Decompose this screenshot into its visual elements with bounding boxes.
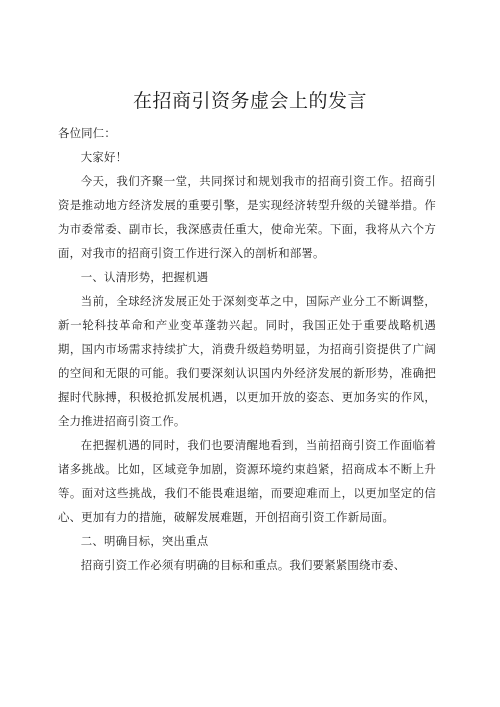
- salutation: 各位同仁：: [58, 126, 116, 140]
- section-heading-2: 二、明确目标，突出重点: [80, 534, 209, 548]
- paragraph-intro: 今天，我们齐聚一堂，共同探讨和规划我市的招商引资工作。招商引资是推动地方经济发展的重要引擎，是实现经济转型升级的关键举措。作为市委常委、副市长，我深感责任重大，使命光荣。下面，我将从六个方面，对我市的招商引资工作进行深入的剖析和部署。: [58, 174, 436, 260]
- paragraph-section-2-a: 招商引资工作必须有明确的目标和重点。我们要紧紧围绕市委、: [80, 558, 406, 572]
- paragraph-section-1-b: 在把握机遇的同时，我们也要清醒地看到，当前招商引资工作面临着诸多挑战。比如，区域竞争加剧，资源环境约束趋紧，招商成本不断上升等。面对这些挑战，我们不能畏难退缩，而要迎难而上，以更加坚定的信心、更加有力的措施，破解发展难题，开创招商引资工作新局面。: [58, 438, 436, 524]
- document-body: [58, 121, 436, 577]
- document-title: 在招商引资务虚会上的发言: [132, 90, 367, 112]
- section-heading-1: 一、认清形势，把握机遇: [80, 270, 209, 284]
- greeting: 大家好！: [80, 150, 128, 164]
- paragraph-section-1-a: 当前，全球经济发展正处于深刻变革之中，国际产业分工不断调整，新一轮科技革命和产业变革蓬勃兴起。同时，我国正处于重要战略机遇期，国内市场需求持续扩大，消费升级趋势明显，为招商引资提供了广阔的空间和无限的可能。我们要深刻认识国内外经济发展的新形势，准确把握时代脉搏，积极抢抓发展机遇，以更加开放的姿态、更加务实的作风，全力推进招商引资工作。: [58, 294, 436, 428]
